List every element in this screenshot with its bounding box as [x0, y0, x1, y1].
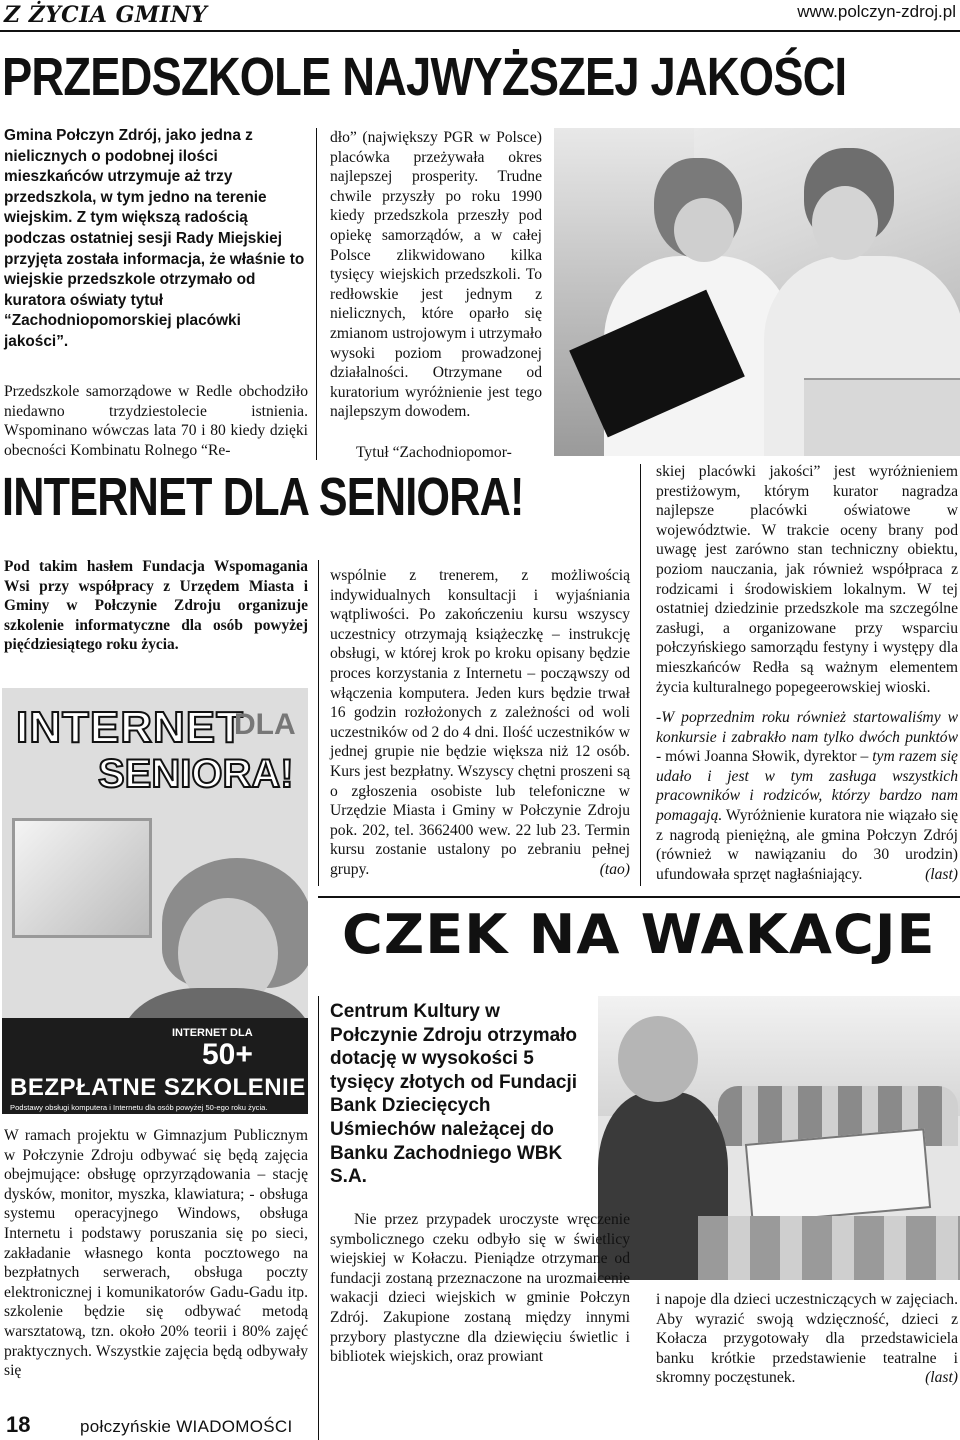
column-divider	[640, 464, 641, 886]
article1-headline: PRZEDSZKOLE NAJWYŻSZEJ JAKOŚCI	[2, 47, 847, 107]
quote-part-4: Wyróżnienie kuratora nie wiązało się z nagrodą pieniężną, ale gmina Połczyn Zdrój (również w nawiązaniu do 30 urodzin) ufundowała sprzęt nagłaśniający.	[656, 806, 958, 883]
photo-cheque-ceremony	[598, 996, 960, 1280]
article1-quote	[656, 708, 958, 884]
poster-small-print: Podstawy obsługi komputera i Internetu dla osób powyżej 50-ego roku życia.	[10, 1103, 268, 1112]
page-number: 18	[6, 1412, 31, 1437]
header-rule	[0, 30, 960, 32]
article3-body-end-text: i napoje dla dzieci uczestniczących w zajęciach. Aby wyrazić swoją wdzięczność, dzieci z Kołacza przygotowały dla przedstawiciela banku krótkie przedstawienie teatralne i skromny poczęstunek.	[656, 1291, 958, 1387]
article1-signature: (last)	[925, 865, 958, 883]
photo-internet-poster	[2, 688, 308, 1114]
poster-age-badge: 50+	[202, 1038, 253, 1071]
article1-paragraph-3-continued: skiej placówki jakości” jest wyróżnieniem prestiżowym, którym kurator nagradza najlepsze placówki oświatowe w województwie. W trakcie oceny brany pod uwagę jest zarówno stan techniczny obiektu, poziom nauczania, jak również współpraca z rodzicami i środowiskiem lokalnym. W tej ostatniej dziedzinie przedszkole ma szczególne zasługi, a organizowane przy wsparciu połczyńskiego samorządu festyny i występy dla mieszkańców Redła są ważnym elementem życia kulturalnego popegeerowskiej wioski.	[656, 463, 958, 696]
column-divider	[318, 560, 319, 886]
quote-part-1: -W poprzednim roku również startowaliśmy w konkursie i zabrakło nam tylko dwóch punktów	[656, 709, 958, 746]
article3-signature: (last)	[925, 1369, 958, 1387]
photo-two-women	[554, 128, 960, 456]
article2-headline: INTERNET DLA SENIORA!	[2, 467, 524, 527]
article1-paragraph-2: dło” (największy PGR w Polsce) placówka przeżywała okres najlepszej prosperity. Trudne chwile przyszły po roku 1990 kiedy przedszkola przeszły pod opiekę samorządów, a w całej Polsce zlikwidowano kilka tysięcy wiejskich przedszkoli. To redłowskie jest jednym z nielicznych, które oparło się zmianom ustrojowym i utrzymało wysoki poziom prowadzonej działalności. Otrzymane od kuratorium wyróżnienie jest tego najlepszym dowodem.	[330, 129, 542, 421]
article2-signature: (tao)	[599, 860, 630, 878]
poster-title-dla: DLA	[234, 708, 296, 741]
section-label: Z ŻYCIA GMINY	[4, 2, 208, 28]
quote-part-3: tym razem się udało i jest w tym zasługa wszystkich pracowników i rodziców, którzy bardzo nam pomagają.	[656, 748, 958, 824]
newspaper-name: połczyńskie WIADOMOŚCI	[80, 1417, 293, 1436]
article1-paragraph-3-start: Tytuł “Zachodniopomor-	[356, 444, 512, 461]
article2-body-2-text: wspólnie z trenerem, z możliwością indywidualnych konsultacji i wyjaśniania wątpliwości. Po zakończeniu kursu wszyscy uczestnicy otrzymają książeczkę – instrukcję obsługi, w której krok po kroku opisany będzie proces korzystania z Internetu – począwszy od włączenia komputera. Jeden kurs będzie trwał 16 godzin rozłożonych z zależności od woli uczestników od 2 do 4 dni. Ilość uczestników w jednej grupie nie będzie większa niż 12 osób. Kurs jest bezpłatny. Wszyscy chętni proszeni są o zgłoszenia osobiste lub telefoniczne w Urzędzie Miasta i Gminy w Połczynie Zdroju pok. 202, tel. 3662400 wew. 22 lub 23. Termin kursu zostanie ustalony po zebraniu pełnej grupy.	[330, 567, 630, 878]
article2-lead: Pod takim hasłem Fundacja Wspomagania Wsi przy współpracy z Urzędem Miasta i Gminy w Połczynie Zdroju organizuje szkolenie informatyczne dla osób powyżej pięćdziesiątego roku życia.	[4, 558, 308, 654]
poster-subtitle: SENIORA!	[98, 752, 294, 796]
article1-paragraph-1: Przedszkole samorządowe w Redle obchodziło niedawno trzydziestolecie istnienia. Wspominano wówczas lata 70 i 80 kiedy dzięki obecności Kombinatu Rolnego “Re-	[4, 383, 308, 459]
article2-body-2	[330, 566, 630, 880]
article2-body-1: W ramach projektu w Gimnazjum Publicznym w Połczynie Zdroju odbywać się będą zajęcia obejmujące: obsługę oprzyrządowania – stację dysków, monitor, myszka, klawiatura; - obsługa systemu operacyjnego Windows, obsługa Internetu i podstawy poruszania się po sieci, zakładanie własnego konta pocztowego na bezpłatnych serwerach, obsługa poczty elektronicznej i komunikatorów Gadu-Gadu itp. szkolenie będzie się odbywać metodą warsztatową, tzn. około 20% teorii i 80% zajęć praktycznych. Wszystkie zajęcia będą odbywały się	[4, 1127, 308, 1380]
monitor-image	[12, 818, 152, 938]
article1-lead: Gmina Połczyn Zdrój, jako jedna z nielicznych o podobnej ilości mieszkańców utrzymuje aż trzy przedszkola, w tym jedno na terenie wiejskim. Z tym większą radością podczas ostatniej sesji Rady Miejskiej przyjęta została informacja, że właśnie to wiejskie przedszkole otrzymało od kuratora oświaty tytuł “Zachodniopomorskiej placówki jakości”.	[4, 127, 305, 350]
cheque-image	[745, 1128, 931, 1223]
column-divider	[316, 128, 317, 460]
article3-headline: CZEK NA WAKACJE	[342, 903, 936, 966]
article3-lead: Centrum Kultury w Połczynie Zdroju otrzymało dotację w wysokości 5 tysięcy złotych od Fundacji Bank Dziecięcych Uśmiechów należącej do Banku Zachodniego WBK S.A.	[330, 1001, 578, 1188]
poster-free-training: BEZPŁATNE SZKOLENIE	[10, 1074, 306, 1101]
quote-part-2: - mówi Joanna Słowik, dyrektor –	[656, 748, 873, 766]
poster-title: INTERNET	[16, 703, 244, 752]
column-divider	[318, 996, 319, 1440]
site-url: www.polczyn-zdroj.pl	[797, 2, 956, 21]
article3-body-end	[656, 1290, 958, 1388]
article3-body: Nie przez przypadek uroczyste wręczenie symbolicznego czeku odbyło się w świetlicy wiejskiej w Kołaczu. Pieniądze otrzymane od fundacji zostaną przeznaczone na urozmaicenie wakacji dzieci wiejskich w gminie Połczyn Zdrój. Zakupione zostaną między innymi przybory plastyczne dla dziewięciu świetlic i bibliotek wiejskich, oraz prowiant	[330, 1211, 630, 1366]
section-rule	[318, 896, 960, 898]
poster-band-top: INTERNET DLA	[172, 1027, 253, 1039]
